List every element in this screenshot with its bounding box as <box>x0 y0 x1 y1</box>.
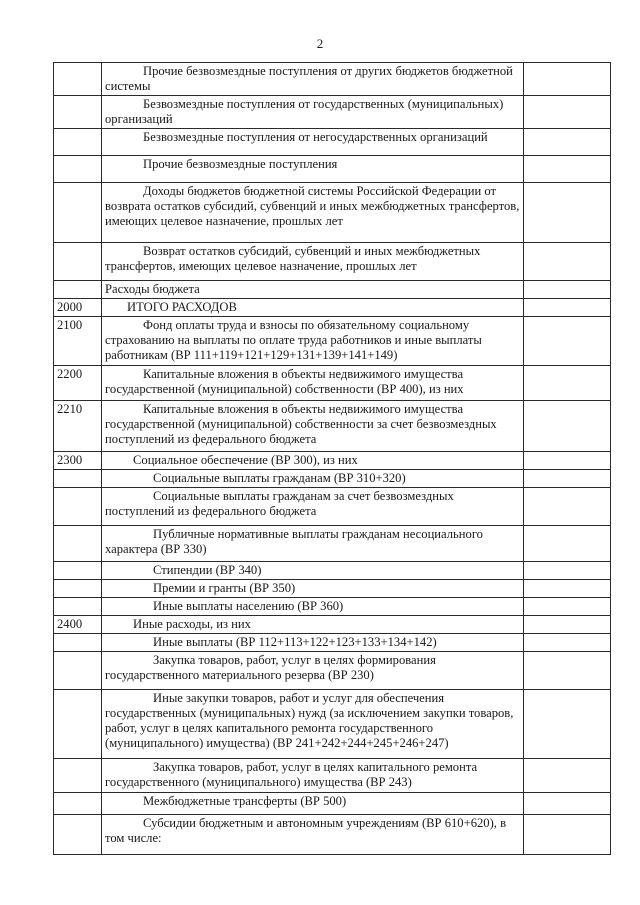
row-description: Прочие безвозмездные поступления <box>102 156 524 183</box>
row-value-cell <box>524 366 611 401</box>
table-row <box>54 793 611 815</box>
row-description: Стипендии (ВР 340) <box>102 562 524 580</box>
row-description: Социальные выплаты гражданам за счет безвозмездных поступлений из федерального бюджета <box>102 488 524 526</box>
table-row <box>54 815 611 855</box>
row-description: Иные выплаты (ВР 112+113+122+123+133+134+142) <box>102 634 524 652</box>
row-value-cell <box>524 793 611 815</box>
row-value-cell <box>524 401 611 452</box>
row-description: Безвозмездные поступления от негосударственных организаций <box>102 129 524 156</box>
row-code <box>54 598 102 616</box>
row-value-cell <box>524 598 611 616</box>
row-value-cell <box>524 488 611 526</box>
row-value-cell <box>524 129 611 156</box>
row-value-cell <box>524 183 611 243</box>
table-row <box>54 652 611 690</box>
table-row <box>54 401 611 452</box>
row-value-cell <box>524 815 611 855</box>
row-description: ИТОГО РАСХОДОВ <box>102 299 524 317</box>
page-number: 2 <box>316 36 324 51</box>
row-code <box>54 129 102 156</box>
table-row <box>54 156 611 183</box>
row-value-cell <box>524 452 611 470</box>
row-code <box>54 281 102 299</box>
table-row <box>54 580 611 598</box>
row-code: 2000 <box>54 299 102 317</box>
row-code <box>54 634 102 652</box>
table-row <box>54 183 611 243</box>
table-row <box>54 366 611 401</box>
row-code <box>54 63 102 96</box>
row-code <box>54 580 102 598</box>
table-row <box>54 759 611 793</box>
row-code <box>54 183 102 243</box>
row-code <box>54 96 102 129</box>
row-code <box>54 793 102 815</box>
table-row <box>54 63 611 96</box>
row-value-cell <box>524 317 611 366</box>
row-value-cell <box>524 63 611 96</box>
row-value-cell <box>524 562 611 580</box>
row-code: 2210 <box>54 401 102 452</box>
table-row <box>54 281 611 299</box>
row-description: Безвозмездные поступления от государственных (муниципальных) организаций <box>102 96 524 129</box>
table-row <box>54 470 611 488</box>
row-description: Доходы бюджетов бюджетной системы Российской Федерации от возврата остатков субсидий, субвенций и иных межбюджетных трансфертов, имеющих целевое назначение, прошлых лет <box>102 183 524 243</box>
row-value-cell <box>524 616 611 634</box>
table-row <box>54 452 611 470</box>
table-row <box>54 243 611 281</box>
row-description: Расходы бюджета <box>102 281 524 299</box>
table-row <box>54 299 611 317</box>
row-description: Капитальные вложения в объекты недвижимого имущества государственной (муниципальной) собственности за счет безвозмездных поступлений из федерального бюджета <box>102 401 524 452</box>
row-value-cell <box>524 690 611 759</box>
row-description: Межбюджетные трансферты (ВР 500) <box>102 793 524 815</box>
table-row <box>54 634 611 652</box>
table-row <box>54 526 611 562</box>
row-description: Прочие безвозмездные поступления от других бюджетов бюджетной системы <box>102 63 524 96</box>
row-code <box>54 470 102 488</box>
table-row <box>54 598 611 616</box>
row-value-cell <box>524 299 611 317</box>
table-row <box>54 317 611 366</box>
row-description: Возврат остатков субсидий, субвенций и иных межбюджетных трансфертов, имеющих целевое назначение, прошлых лет <box>102 243 524 281</box>
row-code <box>54 156 102 183</box>
row-code: 2300 <box>54 452 102 470</box>
row-code <box>54 815 102 855</box>
table-row <box>54 488 611 526</box>
row-value-cell <box>524 759 611 793</box>
row-value-cell <box>524 243 611 281</box>
table-row <box>54 562 611 580</box>
row-value-cell <box>524 281 611 299</box>
row-value-cell <box>524 526 611 562</box>
row-code <box>54 759 102 793</box>
row-value-cell <box>524 652 611 690</box>
row-description: Премии и гранты (ВР 350) <box>102 580 524 598</box>
row-value-cell <box>524 470 611 488</box>
row-description: Иные закупки товаров, работ и услуг для обеспечения государственных (муниципальных) нужд (за исключением закупки товаров, работ, услуг в целях капитального ремонта государственного (муниципального) имущества) (ВР 241+242+244+245+246+247) <box>102 690 524 759</box>
table-row <box>54 96 611 129</box>
row-description: Социальное обеспечение (ВР 300), из них <box>102 452 524 470</box>
budget-table <box>53 62 611 855</box>
row-code <box>54 526 102 562</box>
row-code <box>54 690 102 759</box>
row-description: Фонд оплаты труда и взносы по обязательному социальному страхованию на выплаты по оплате труда работников и иные выплаты работникам (ВР 111+119+121+129+131+139+141+149) <box>102 317 524 366</box>
row-description: Закупка товаров, работ, услуг в целях формирования государственного материального резерва (ВР 230) <box>102 652 524 690</box>
row-code <box>54 562 102 580</box>
row-value-cell <box>524 580 611 598</box>
row-description: Иные выплаты населению (ВР 360) <box>102 598 524 616</box>
table-row <box>54 690 611 759</box>
row-description: Публичные нормативные выплаты гражданам несоциального характера (ВР 330) <box>102 526 524 562</box>
row-code: 2400 <box>54 616 102 634</box>
row-description: Субсидии бюджетным и автономным учреждениям (ВР 610+620), в том числе: <box>102 815 524 855</box>
table-row <box>54 129 611 156</box>
row-description: Социальные выплаты гражданам (ВР 310+320) <box>102 470 524 488</box>
row-value-cell <box>524 96 611 129</box>
row-description: Иные расходы, из них <box>102 616 524 634</box>
row-code: 2200 <box>54 366 102 401</box>
row-code <box>54 243 102 281</box>
table-row <box>54 616 611 634</box>
row-value-cell <box>524 634 611 652</box>
row-code: 2100 <box>54 317 102 366</box>
row-code <box>54 488 102 526</box>
row-code <box>54 652 102 690</box>
row-description: Капитальные вложения в объекты недвижимого имущества государственной (муниципальной) собственности (ВР 400), из них <box>102 366 524 401</box>
row-description: Закупка товаров, работ, услуг в целях капитального ремонта государственного (муниципального) имущества (ВР 243) <box>102 759 524 793</box>
row-value-cell <box>524 156 611 183</box>
